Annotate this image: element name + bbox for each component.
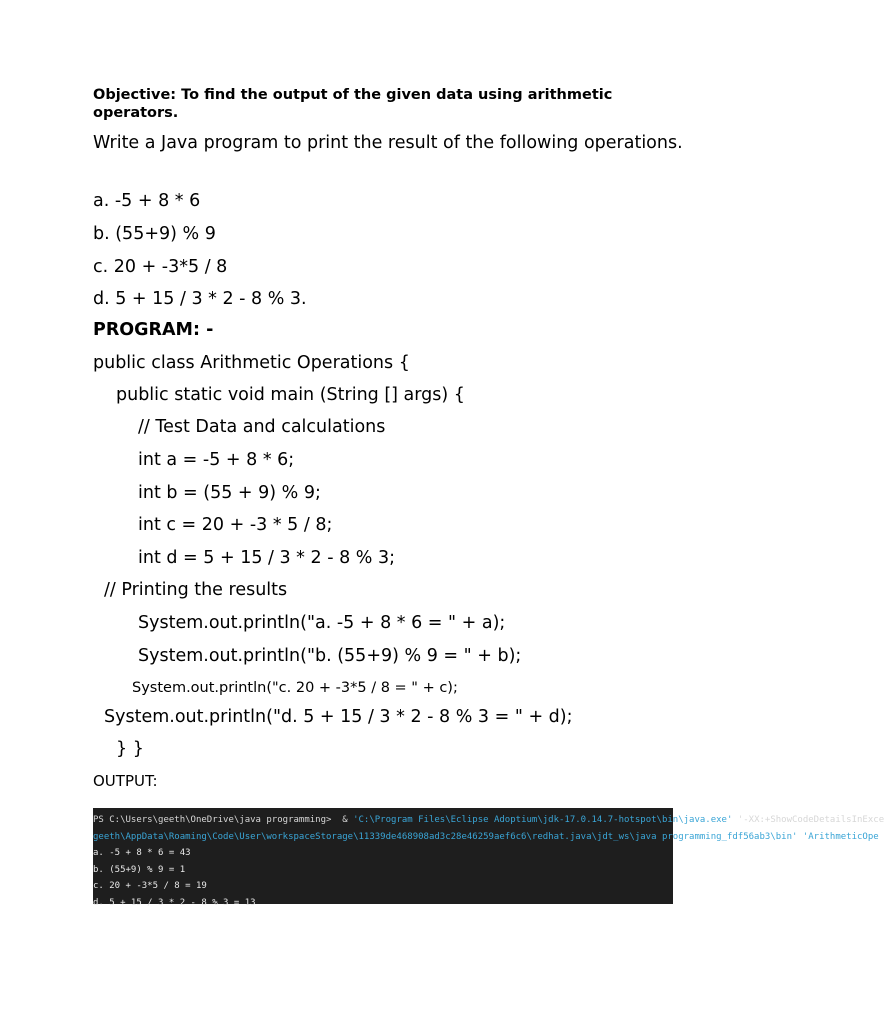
operation-c: c. 20 + -3*5 / 8 bbox=[93, 257, 228, 277]
code-int-c: int c = 20 + -3 * 5 / 8; bbox=[138, 515, 333, 535]
operation-a: a. -5 + 8 * 6 bbox=[93, 191, 201, 211]
operation-d: d. 5 + 15 / 3 * 2 - 8 % 3. bbox=[93, 289, 307, 309]
code-int-d: int d = 5 + 15 / 3 * 2 - 8 % 3; bbox=[138, 548, 395, 568]
code-closing-braces: } } bbox=[116, 739, 144, 759]
terminal-command-continuation: geeth\AppData\Roaming\Code\User\workspaceStorage\11339de468908ad3c28e46259aef6c6\redhat.java\jdt_ws\java programming_fdf56ab3\bin' 'ArithmeticOpe bbox=[93, 831, 879, 842]
terminal-prompt: PS C:\Users\geeth\OneDrive\java programming> & bbox=[93, 815, 354, 825]
code-print-a: System.out.println("a. -5 + 8 * 6 = " + a); bbox=[138, 613, 506, 633]
output-label: OUTPUT: bbox=[93, 772, 158, 790]
terminal-result-c: c. 20 + -3*5 / 8 = 19 bbox=[93, 881, 207, 891]
code-class-line: public class Arithmetic Operations { bbox=[93, 353, 410, 373]
code-int-b: int b = (55 + 9) % 9; bbox=[138, 483, 321, 503]
program-heading: PROGRAM: - bbox=[93, 320, 214, 340]
terminal-result-b: b. (55+9) % 9 = 1 bbox=[93, 864, 186, 875]
terminal-output-screenshot bbox=[93, 808, 884, 908]
code-int-a: int a = -5 + 8 * 6; bbox=[138, 450, 295, 470]
operation-b: b. (55+9) % 9 bbox=[93, 224, 216, 244]
code-print-d: System.out.println("d. 5 + 15 / 3 * 2 - 8 % 3 = " + d); bbox=[104, 707, 573, 727]
code-print-b: System.out.println("b. (55+9) % 9 = " + b); bbox=[138, 646, 522, 666]
intro-text: Write a Java program to print the result of the following operations. bbox=[93, 133, 683, 153]
terminal-result-d: d. 5 + 15 / 3 * 2 - 8 % 3 = 13 bbox=[93, 897, 256, 908]
code-main-line: public static void main (String [] args) { bbox=[116, 385, 465, 405]
terminal-command-path: 'C:\Program Files\Eclipse Adoptium\jdk-17.0.14.7-hotspot\bin\java.exe' bbox=[353, 815, 733, 825]
code-comment-print: // Printing the results bbox=[104, 580, 288, 600]
terminal-command-args: '-XX:+ShowCodeDetailsInExce bbox=[732, 815, 884, 825]
terminal-command-line bbox=[93, 812, 884, 829]
code-print-c: System.out.println("c. 20 + -3*5 / 8 = " + c); bbox=[132, 680, 458, 696]
terminal-result-a: a. -5 + 8 * 6 = 43 bbox=[93, 848, 191, 858]
code-comment-test: // Test Data and calculations bbox=[138, 417, 386, 437]
objective-text: Objective: To find the output of the given data using arithmetic operators. bbox=[93, 87, 613, 121]
document-page bbox=[93, 86, 884, 908]
